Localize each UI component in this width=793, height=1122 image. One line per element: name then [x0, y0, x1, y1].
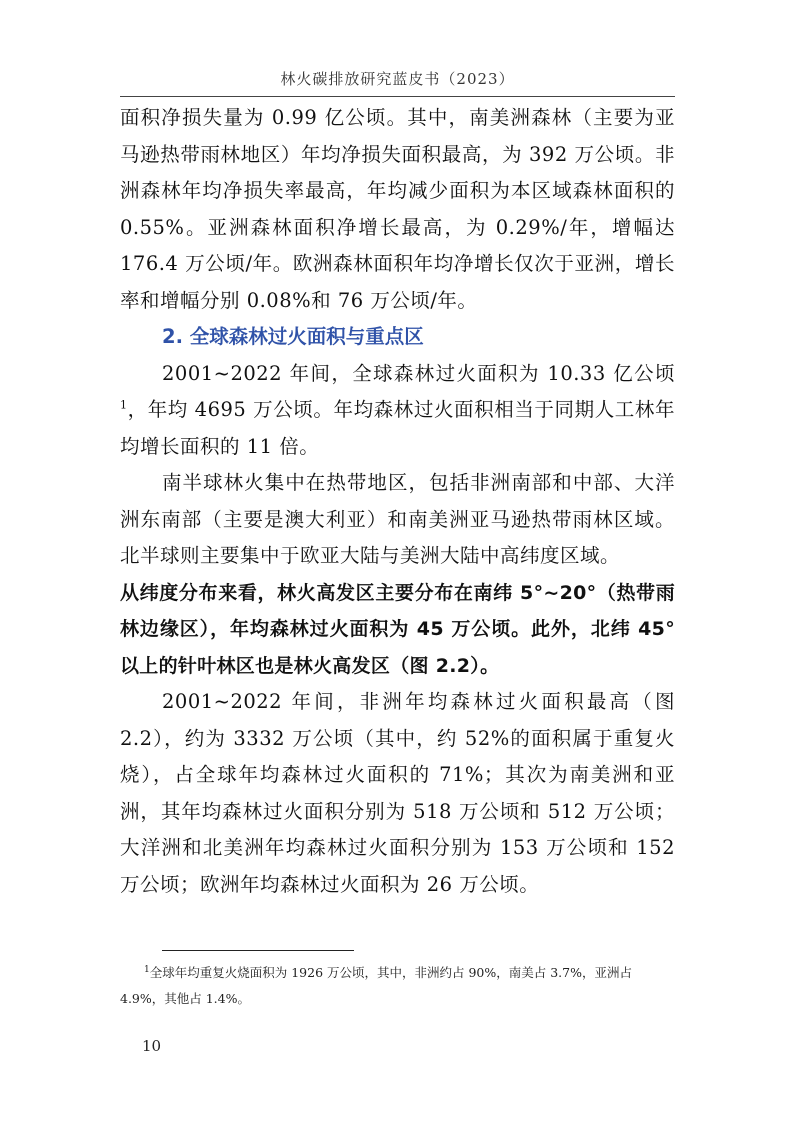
- section-heading: 2. 全球森林过火面积与重点区: [162, 325, 424, 348]
- footnote-mark: 1: [144, 964, 150, 975]
- header-rule: [120, 96, 675, 97]
- footnote: [120, 960, 675, 1012]
- burned-area-text-a: 2001~2022 年间，全球森林过火面积为 10.33 亿公顷: [162, 361, 675, 385]
- paragraph-hemispheres: 南半球林火集中在热带地区，包括非洲南部和中部、大洋洲东南部（主要是澳大利亚）和南美洲亚马逊热带雨林区域。北半球则主要集中于欧亚大陆与美洲大陆中高纬度区域。: [120, 471, 675, 567]
- burned-area-text-b: ，年均 4695 万公顷。年均森林过火面积相当于同期人工林年均增长面积的 11 倍。: [120, 398, 675, 458]
- body-text: [120, 100, 675, 903]
- paragraph-forest-loss: 面积净损失量为 0.99 亿公顷。其中，南美洲森林（主要为亚马逊热带雨林地区）年均净损失面积最高，为 392 万公顷。非洲森林年均净损失率最高，年均减少面积为本区域森林面积的 0.55%。亚洲森林面积净增长最高，为 0.29%/年，增幅达 176.4 万公顷/年。欧洲森林面积年均净增长仅次于亚洲，增长率和增幅分别 0.08%和 76 万公顷/年。: [120, 106, 675, 312]
- footnote-reference[interactable]: 1: [120, 398, 128, 412]
- running-header: 林火碳排放研究蓝皮书（2023）: [280, 70, 515, 88]
- footnote-rule: [162, 950, 354, 951]
- page-number: 10: [142, 1037, 162, 1055]
- paragraph-continents: 2001~2022 年间，非洲年均森林过火面积最高（图 2.2），约为 3332 万公顷（其中，约 52%的面积属于重复火烧），占全球年均森林过火面积的 71%；其次为南美洲和亚洲，其年均森林过火面积分别为 518 万公顷和 512 万公顷；大洋洲和北美洲年均森林过火面积分别为 153 万公顷和 152 万公顷；欧洲年均森林过火面积为 26 万公顷。: [120, 690, 675, 896]
- paragraph-latitude-bold: 从纬度分布来看，林火高发区主要分布在南纬 5°~20°（热带雨林边缘区），年均森林过火面积为 45 万公顷。此外，北纬 45°以上的针叶林区也是林火高发区（图 2.2）。: [120, 581, 675, 677]
- paragraph-burned-area: [120, 356, 675, 466]
- footnote-text: 全球年均重复火烧面积为 1926 万公顷，其中，非洲约占 90%，南美占 3.7%，亚洲占 4.9%，其他占 1.4%。: [120, 965, 632, 1006]
